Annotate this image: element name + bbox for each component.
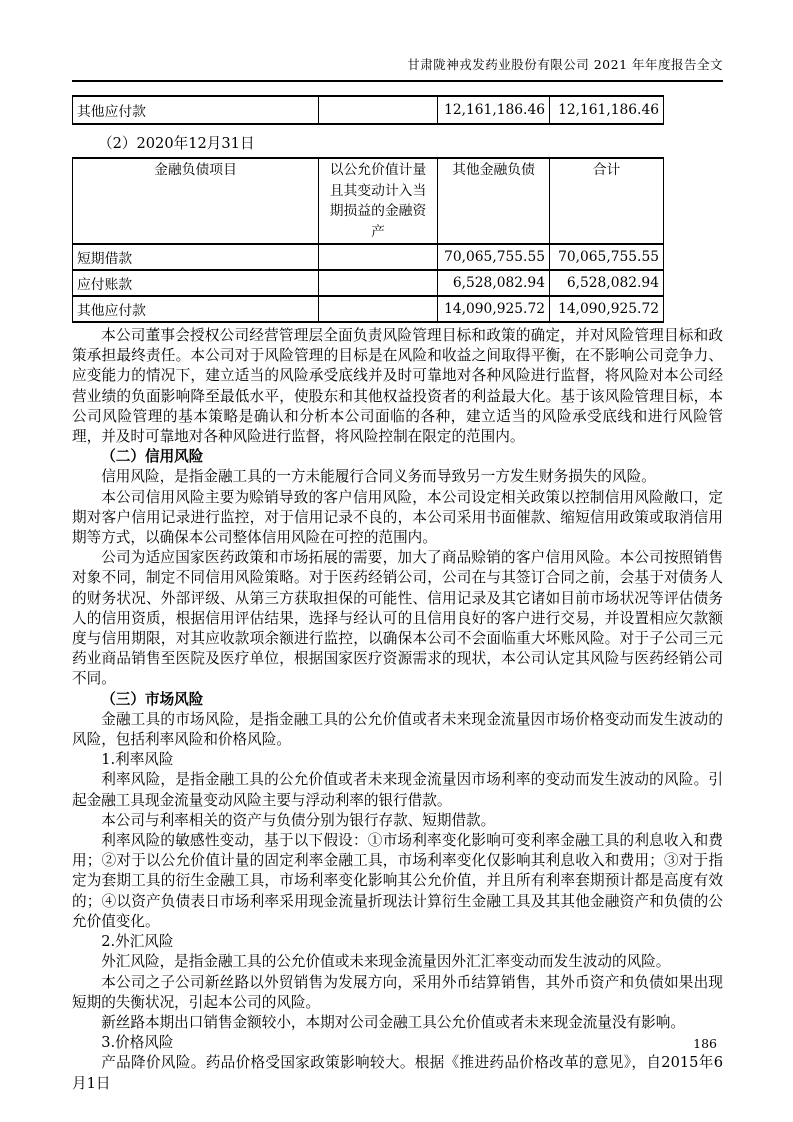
- paragraph-credit-risk-policy: 本公司信用风险主要为赊销导致的客户信用风险，本公司设定相关政策以控制信用风险敞口，定期对客户信用记录进行监控，对于信用记录不良的，本公司采用书面催款、缩短信用政策或取消信用期等方式，以确保本公司整体信用风险在可控的范围内。: [72, 488, 723, 547]
- table-cell-other-liabilities: 70,065,755.55: [438, 244, 550, 270]
- table-cell-item: 应付账款: [73, 270, 319, 296]
- paragraph-interest-sensitivity: 利率风险的敏感性变动，基于以下假设：①市场利率变化影响可变利率金融工具的利息收入和费用；②对于以公允价值计量的固定利率金融工具，市场利率变化仅影响其利息收入和费用；③对于指定为套期工具的衍生金融工具，市场利率变化影响其公允价值，并且所有利率套期预计都是高度有效的；④以资产负债表日市场利率采用现金流量折现法计算衍生金融工具及其其他金融资产和负债的公允价值变化。: [72, 832, 723, 930]
- table-cell-item: 其他应付款: [73, 96, 319, 124]
- body-text-block: [72, 326, 723, 1094]
- paragraph-interest-assets: 本公司与利率相关的资产与负债分别为银行存款、短期借款。: [101, 811, 496, 829]
- document-header-title: 甘肃陇神戎发药业股份有限公司 2021 年年度报告全文: [72, 55, 723, 82]
- paragraph-credit-risk-def: 信用风险，是指金融工具的一方未能履行合同义务而导致另一方发生财务损失的风险。: [101, 468, 656, 486]
- column-header-fvtpl: 以公允价值计量且其变动计入当期损益的金融资产: [319, 158, 438, 244]
- table-cell-other-liabilities: 12,161,186.46: [438, 96, 550, 124]
- table-row: [73, 296, 664, 322]
- table-cell-fvtpl: [319, 270, 438, 296]
- subheading-fx-risk: 2.外汇风险: [101, 933, 174, 951]
- subheading-interest-rate-risk: 1.利率风险: [101, 751, 174, 769]
- table-cell-total: 70,065,755.55: [550, 244, 664, 270]
- table-cell-item: 其他应付款: [73, 296, 319, 322]
- table-cell-fvtpl: [319, 244, 438, 270]
- table-continuation: [72, 95, 664, 125]
- paragraph-market-risk-def: 金融工具的市场风险，是指金融工具的公允价值或者未来现金流量因市场价格变动而发生波动的风险，包括利率风险和价格风险。: [72, 710, 723, 749]
- date-section-heading: （2）2020年12月31日: [98, 135, 255, 152]
- table-header-row: [73, 158, 664, 244]
- column-header-other-liabilities: 其他金融负债: [438, 158, 550, 244]
- table-cell-total: 6,528,082.94: [550, 270, 664, 296]
- paragraph-interest-risk-def: 利率风险，是指金融工具的公允价值或者未来现金流量因市场利率的变动而发生波动的风险。引起金融工具现金流量变动风险主要与浮动利率的银行借款。: [72, 771, 723, 809]
- column-header-total: 合计: [550, 158, 664, 244]
- table-row: [73, 244, 664, 270]
- page-content: [72, 55, 723, 1094]
- paragraph-risk-management: 本公司董事会授权公司经营管理层全面负责风险管理目标和政策的确定，并对风险管理目标和政策承担最终责任。本公司对于风险管理的目标是在风险和收益之间取得平衡，在不影响公司竞争力、应变能力的情况下，建立适当的风险承受底线并及时可靠地对各种风险进行监督，将风险对本公司经营业绩的负面影响降至最低水平，使股东和其他权益投资者的利益最大化。基于该风险管理目标，本公司风险管理的基本策略是确认和分析本公司面临的各种，建立适当的风险承受底线和进行风险管理，并及时可靠地对各种风险进行监督，将风险控制在限定的范围内。: [72, 327, 723, 446]
- column-header-item: 金融负债项目: [73, 158, 319, 244]
- table-cell-other-liabilities: 14,090,925.72: [438, 296, 550, 322]
- table-cell-fvtpl: [319, 96, 438, 124]
- paragraph-fx-subsidiary: 本公司之子公司新丝路以外贸销售为发展方向，采用外币结算销售，其外币资产和负债如果出现短期的失衡状况，引起本公司的风险。: [72, 973, 723, 1011]
- paragraph-fx-impact: 新丝路本期出口销售金额较小，本期对公司金融工具公允价值或者未来现金流量没有影响。: [101, 1013, 685, 1031]
- paragraph-fx-risk-def: 外汇风险，是指金融工具的公允价值或未来现金流量因外汇汇率变动而发生波动的风险。: [101, 953, 671, 971]
- table-cell-total: 14,090,925.72: [550, 296, 664, 322]
- table-cell-item: 短期借款: [73, 244, 319, 270]
- table-cell-other-liabilities: 6,528,082.94: [438, 270, 550, 296]
- table-row: [73, 270, 664, 296]
- table-cell-total: 12,161,186.46: [550, 96, 664, 124]
- section-heading-market-risk: （三）市场风险: [101, 690, 204, 708]
- table-row: [73, 96, 664, 124]
- paragraph-price-risk: 产品降价风险。药品价格受国家政策影响较大。根据《推进药品价格改革的意见》，自2015年6月1日: [72, 1054, 723, 1092]
- section-heading-credit-risk: （二）信用风险: [101, 448, 204, 466]
- subheading-price-risk: 3.价格风险: [101, 1034, 174, 1052]
- page-number: 186: [693, 1036, 717, 1051]
- table-financial-liabilities-2020: [72, 157, 664, 323]
- table-cell-fvtpl: [319, 296, 438, 322]
- paragraph-credit-risk-strategy: 公司为适应国家医药政策和市场拓展的需要，加大了商品赊销的客户信用风险。本公司按照销售对象不同，制定不同信用风险策略。对于医药经销公司，公司在与其签订合同之前，会基于对债务人的财务状况、外部评级、从第三方获取担保的可能性、信用记录及其它诸如目前市场状况等评估债务人的信用资质，根据信用评估结果，选择与经认可的且信用良好的客户进行交易，并设置相应欠款额度与信用期限，对其应收款项余额进行监控，以确保本公司不会面临重大坏账风险。对于子公司三元药业商品销售至医院及医疗单位，根据国家医疗资源需求的现状，本公司认定其风险与医药经销公司不同。: [72, 549, 723, 688]
